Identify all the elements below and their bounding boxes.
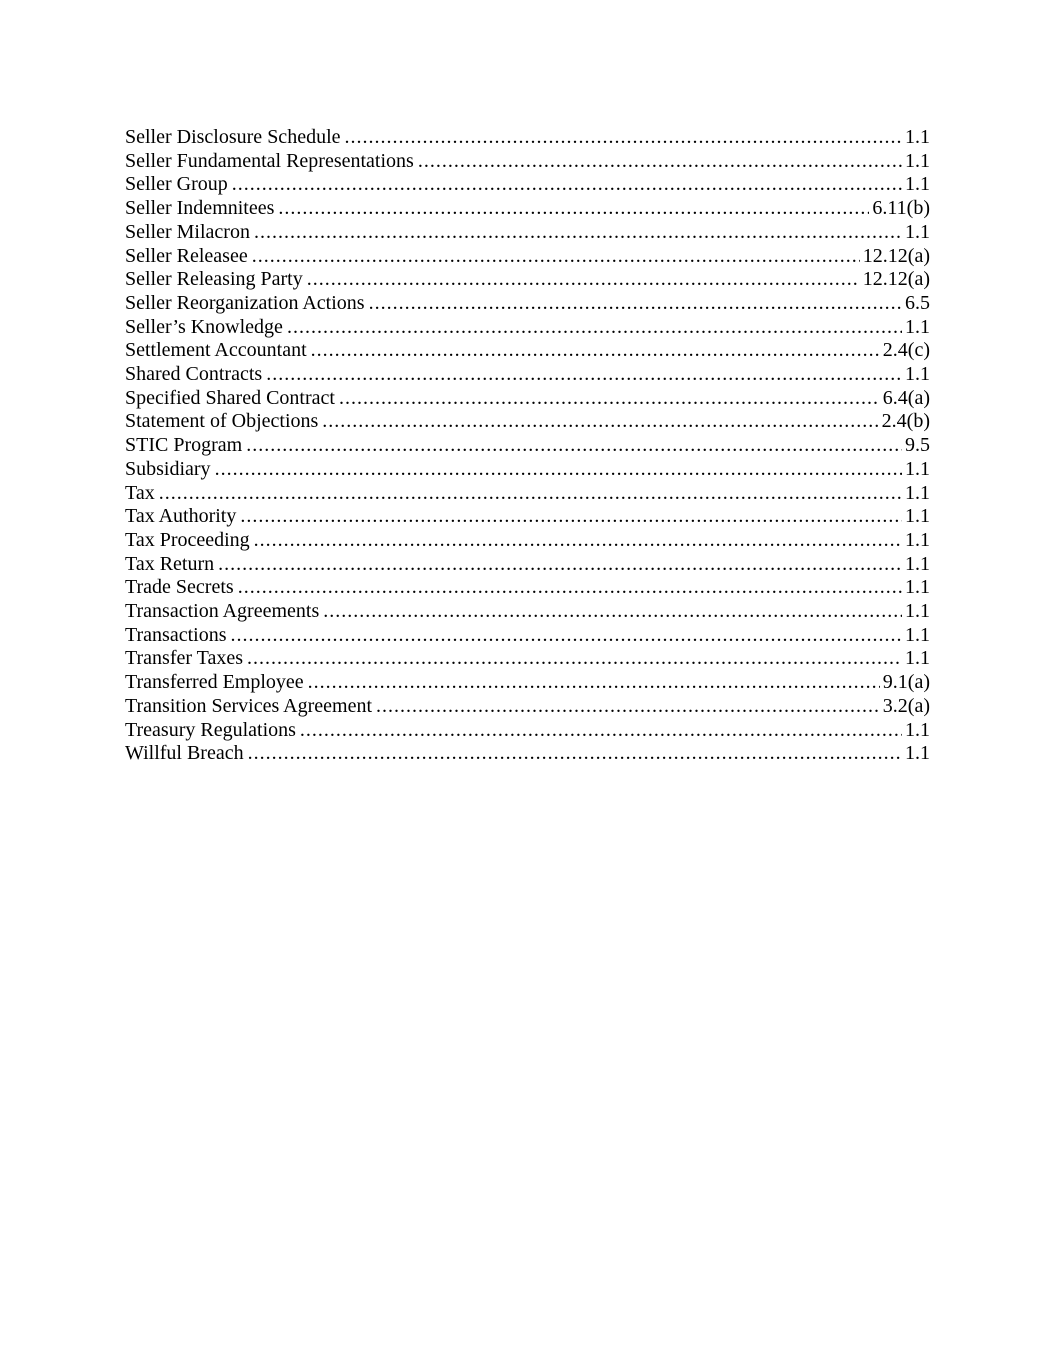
toc-term: Willful Breach <box>125 742 244 765</box>
toc-row <box>125 197 930 221</box>
toc-section-ref: 1.1 <box>905 363 930 386</box>
toc-term: Tax Return <box>125 552 215 575</box>
toc-term: Seller Fundamental Representations <box>125 149 414 172</box>
toc-row <box>125 719 930 743</box>
toc-leader-dots <box>254 221 902 245</box>
toc-section-ref: 1.1 <box>905 623 930 646</box>
toc-row <box>125 387 930 411</box>
toc-section-ref: 1.1 <box>905 173 930 196</box>
toc-row <box>125 671 930 695</box>
toc-leader-dots <box>247 647 902 671</box>
toc-row <box>125 363 930 387</box>
toc-term: Settlement Accountant <box>125 339 307 362</box>
toc-leader-dots <box>240 505 902 529</box>
toc-section-ref: 12.12(a) <box>862 244 930 267</box>
toc-row <box>125 482 930 506</box>
toc-leader-dots <box>215 458 902 482</box>
toc-section-ref: 6.4(a) <box>882 386 930 409</box>
toc-leader-dots <box>252 245 860 269</box>
toc-leader-dots <box>307 268 860 292</box>
toc-term: Transactions <box>125 623 227 646</box>
toc-leader-dots <box>339 387 880 411</box>
toc-term: Tax <box>125 481 155 504</box>
toc-row <box>125 576 930 600</box>
toc-term: Seller Disclosure Schedule <box>125 126 341 148</box>
toc-section-ref: 6.11(b) <box>872 197 930 220</box>
toc-row <box>125 339 930 363</box>
toc-leader-dots <box>238 576 902 600</box>
toc-term: Seller’s Knowledge <box>125 315 283 338</box>
toc-section-ref: 12.12(a) <box>862 268 930 291</box>
toc-leader-dots <box>369 292 902 316</box>
toc-row <box>125 268 930 292</box>
toc-section-ref: 6.5 <box>905 291 930 314</box>
toc-leader-dots <box>248 742 902 766</box>
toc-term: Transfer Taxes <box>125 647 244 670</box>
toc-row <box>125 434 930 458</box>
toc-section-ref: 1.1 <box>905 552 930 575</box>
toc-section-ref: 1.1 <box>905 149 930 172</box>
toc-row <box>125 126 930 150</box>
toc-term: Specified Shared Contract <box>125 386 335 409</box>
toc-row <box>125 150 930 174</box>
toc-row <box>125 553 930 577</box>
toc-row <box>125 529 930 553</box>
toc-leader-dots <box>308 671 880 695</box>
toc-section-ref: 1.1 <box>905 600 930 623</box>
toc-term: Seller Milacron <box>125 220 250 243</box>
toc-row <box>125 173 930 197</box>
toc-term: Transferred Employee <box>125 671 304 694</box>
toc-term: Shared Contracts <box>125 363 263 386</box>
toc-row <box>125 695 930 719</box>
toc-leader-dots <box>311 339 880 363</box>
toc-section-ref: 2.4(c) <box>882 339 930 362</box>
toc-section-ref: 9.5 <box>905 434 930 457</box>
toc-leader-dots <box>345 126 903 150</box>
toc-section-ref: 9.1(a) <box>882 671 930 694</box>
toc-row <box>125 221 930 245</box>
toc-row <box>125 742 930 766</box>
toc-row <box>125 647 930 671</box>
toc-term: Seller Group <box>125 173 228 196</box>
toc-section-ref: 1.1 <box>905 315 930 338</box>
toc-row <box>125 624 930 648</box>
toc-leader-dots <box>246 434 902 458</box>
toc-leader-dots <box>323 600 902 624</box>
toc-term: Seller Reorganization Actions <box>125 291 365 314</box>
toc-term: Seller Releasing Party <box>125 268 303 291</box>
toc-term: Trade Secrets <box>125 576 234 599</box>
toc-section-ref: 1.1 <box>905 718 930 741</box>
toc-section-ref: 1.1 <box>905 457 930 480</box>
toc-section-ref: 3.2(a) <box>882 694 930 717</box>
toc-section-ref: 1.1 <box>905 528 930 551</box>
toc-section-ref: 2.4(b) <box>881 410 930 433</box>
toc-term: Tax Proceeding <box>125 528 250 551</box>
toc-row <box>125 316 930 340</box>
toc-term: Statement of Objections <box>125 410 319 433</box>
toc-row <box>125 410 930 434</box>
toc-leader-dots <box>254 529 902 553</box>
toc-leader-dots <box>278 197 869 221</box>
toc-row <box>125 292 930 316</box>
toc-term: Seller Releasee <box>125 244 248 267</box>
toc-section-ref: 1.1 <box>905 742 930 765</box>
toc-row <box>125 600 930 624</box>
toc-leader-dots <box>287 316 902 340</box>
toc-term: Transition Services Agreement <box>125 694 373 717</box>
toc-row <box>125 245 930 269</box>
toc-leader-dots <box>322 410 878 434</box>
toc-list <box>125 126 930 766</box>
toc-section-ref: 1.1 <box>905 647 930 670</box>
toc-term: Treasury Regulations <box>125 718 296 741</box>
toc-section-ref: 1.1 <box>905 126 930 148</box>
toc-term: Tax Authority <box>125 505 237 528</box>
toc-leader-dots <box>230 624 902 648</box>
toc-leader-dots <box>418 150 902 174</box>
toc-section-ref: 1.1 <box>905 220 930 243</box>
toc-leader-dots <box>266 363 902 387</box>
toc-section-ref: 1.1 <box>905 481 930 504</box>
toc-leader-dots <box>218 553 902 577</box>
toc-term: Subsidiary <box>125 457 211 480</box>
toc-leader-dots <box>300 719 902 743</box>
toc-term: Transaction Agreements <box>125 600 320 623</box>
toc-row <box>125 458 930 482</box>
toc-section-ref: 1.1 <box>905 505 930 528</box>
toc-section-ref: 1.1 <box>905 576 930 599</box>
toc-term: STIC Program <box>125 434 243 457</box>
toc-leader-dots <box>376 695 880 719</box>
toc-leader-dots <box>232 173 902 197</box>
toc-row <box>125 505 930 529</box>
toc-leader-dots <box>159 482 902 506</box>
toc-term: Seller Indemnitees <box>125 197 275 220</box>
